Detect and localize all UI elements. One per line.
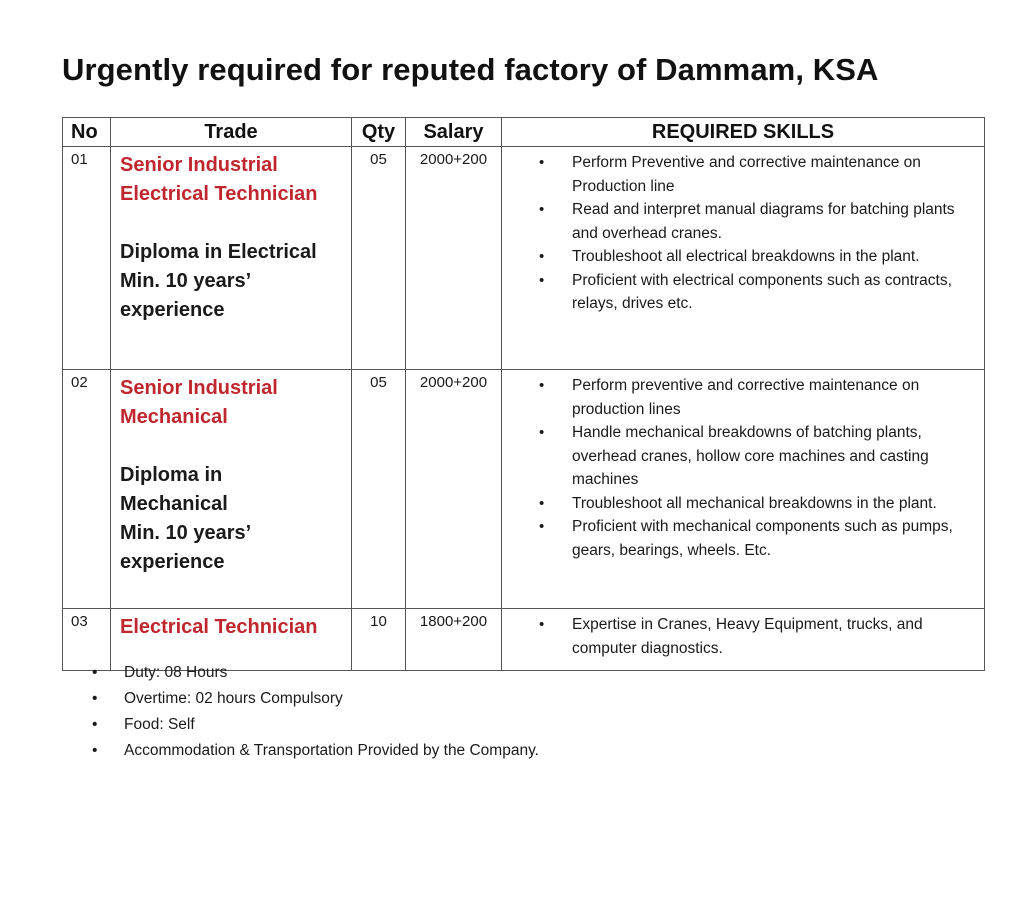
row-number: 03: [63, 609, 111, 671]
trade-name: Electrical Technician: [120, 616, 318, 638]
jobs-table: [62, 117, 985, 671]
trade-name: Senior Industrial Mechanical: [120, 377, 278, 428]
employment-terms-list: [62, 660, 762, 764]
skill-item: • Troubleshoot all electrical breakdowns in the plant.: [502, 245, 976, 269]
skill-item: • Troubleshoot all mechanical breakdowns in the plant.: [502, 492, 976, 516]
term-food: • Food: Self: [62, 712, 762, 738]
skill-item: • Read and interpret manual diagrams for batching plants and overhead cranes.: [502, 198, 976, 245]
skills-cell: [502, 147, 985, 370]
header-trade: Trade: [111, 118, 352, 147]
qty-cell: 10: [352, 609, 406, 671]
skill-item: • Perform Preventive and corrective maintenance on Production line: [502, 151, 976, 198]
skill-item: • Expertise in Cranes, Heavy Equipment, trucks, and computer diagnostics.: [502, 613, 976, 660]
page-title: Urgently required for reputed factory of Dammam, KSA: [62, 52, 879, 87]
trade-cell: [111, 370, 352, 609]
skills-cell: [502, 370, 985, 609]
skill-item: • Proficient with mechanical components such as pumps, gears, bearings, wheels. Etc.: [502, 515, 976, 562]
term-duty: • Duty: 08 Hours: [62, 660, 762, 686]
qty-cell: 05: [352, 147, 406, 370]
trade-requirements: Diploma in Mechanical Min. 10 years’ experience: [120, 464, 252, 573]
skills-list: [502, 147, 984, 326]
trade-requirements: Diploma in Electrical Min. 10 years’ experience: [120, 241, 317, 321]
table-header-row: [63, 118, 985, 147]
header-no: No: [63, 118, 111, 147]
trade-name: Senior Industrial Electrical Technician: [120, 154, 318, 205]
skill-item: • Proficient with electrical components such as contracts, relays, drives etc.: [502, 269, 976, 316]
term-accommodation: • Accommodation & Transportation Provided by the Company.: [62, 738, 762, 764]
table-row: [63, 370, 985, 609]
row-number: 02: [63, 370, 111, 609]
skills-list: [502, 370, 984, 572]
trade-cell: [111, 147, 352, 370]
header-qty: Qty: [352, 118, 406, 147]
header-salary: Salary: [406, 118, 502, 147]
salary-cell: 2000+200: [406, 370, 502, 609]
skill-item: • Handle mechanical breakdowns of batching plants, overhead cranes, hollow core machines and casting machines: [502, 421, 976, 492]
row-number: 01: [63, 147, 111, 370]
salary-cell: 2000+200: [406, 147, 502, 370]
term-overtime: • Overtime: 02 hours Compulsory: [62, 686, 762, 712]
table-row: [63, 147, 985, 370]
header-required-skills: REQUIRED SKILLS: [502, 118, 985, 147]
salary-cell: 1800+200: [406, 609, 502, 671]
qty-cell: 05: [352, 370, 406, 609]
skill-item: • Perform preventive and corrective maintenance on production lines: [502, 374, 976, 421]
